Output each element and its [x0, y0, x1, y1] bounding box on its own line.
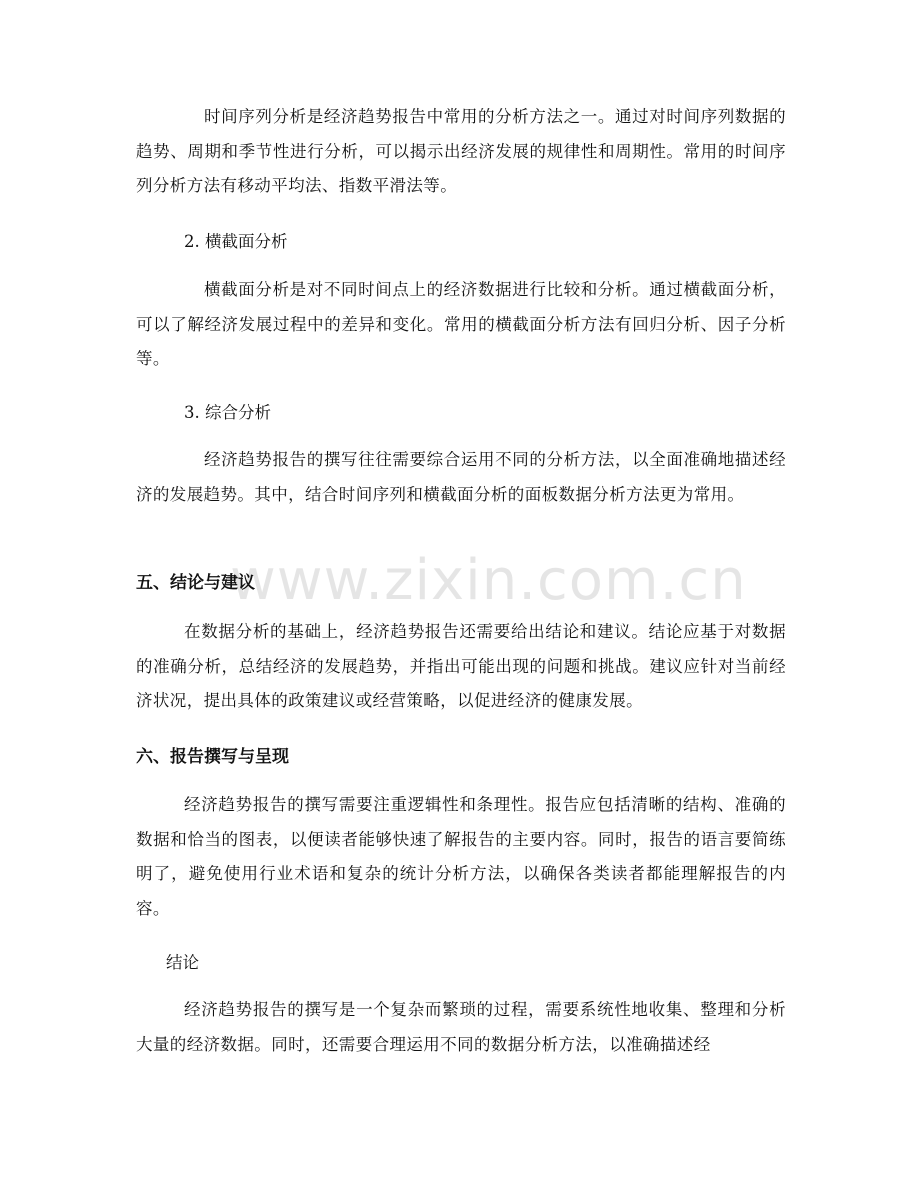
paragraph-summary: 经济趋势报告的撰写是一个复杂而繁琐的过程，需要系统性地收集、整理和分析大量的经济数据。同时，还需要合理运用不同的数据分析方法，以准确描述经	[136, 1000, 786, 1054]
watermark: www.zixin.com.cn	[230, 548, 747, 613]
list-item-cross-section: 2. 横截面分析	[184, 232, 288, 251]
list-item-comprehensive: 3. 综合分析	[184, 403, 271, 422]
paragraph-comprehensive: 经济趋势报告的撰写往往需要综合运用不同的分析方法，以全面准确地描述经济的发展趋势。其中，结合时间序列和横截面分析的面板数据分析方法更为常用。	[136, 450, 786, 504]
paragraph-cross-section: 横截面分析是对不同时间点上的经济数据进行比较和分析。通过横截面分析，可以了解经济发展过程中的差异和变化。常用的横截面分析方法有回归分析、因子分析等。	[136, 280, 786, 368]
section-heading-5: 五、结论与建议	[136, 573, 255, 593]
paragraph-time-series: 时间序列分析是经济趋势报告中常用的分析方法之一。通过对时间序列数据的趋势、周期和季节性进行分析，可以揭示出经济发展的规律性和周期性。常用的时间序列分析方法有移动平均法、指数平滑法等。	[136, 107, 786, 195]
conclusion-label: 结论	[166, 953, 199, 972]
paragraph-report-writing: 经济趋势报告的撰写需要注重逻辑性和条理性。报告应包括清晰的结构、准确的数据和恰当的图表，以便读者能够快速了解报告的主要内容。同时，报告的语言要简练明了，避免使用行业术语和复杂的统计分析方法，以确保各类读者都能理解报告的内容。	[136, 795, 786, 918]
section-heading-6: 六、报告撰写与呈现	[136, 747, 289, 767]
paragraph-conclusions: 在数据分析的基础上，经济趋势报告还需要给出结论和建议。结论应基于对数据的准确分析，总结经济的发展趋势，并指出可能出现的问题和挑战。建议应针对当前经济状况，提出具体的政策建议或经营策略，以促进经济的健康发展。	[136, 622, 786, 710]
